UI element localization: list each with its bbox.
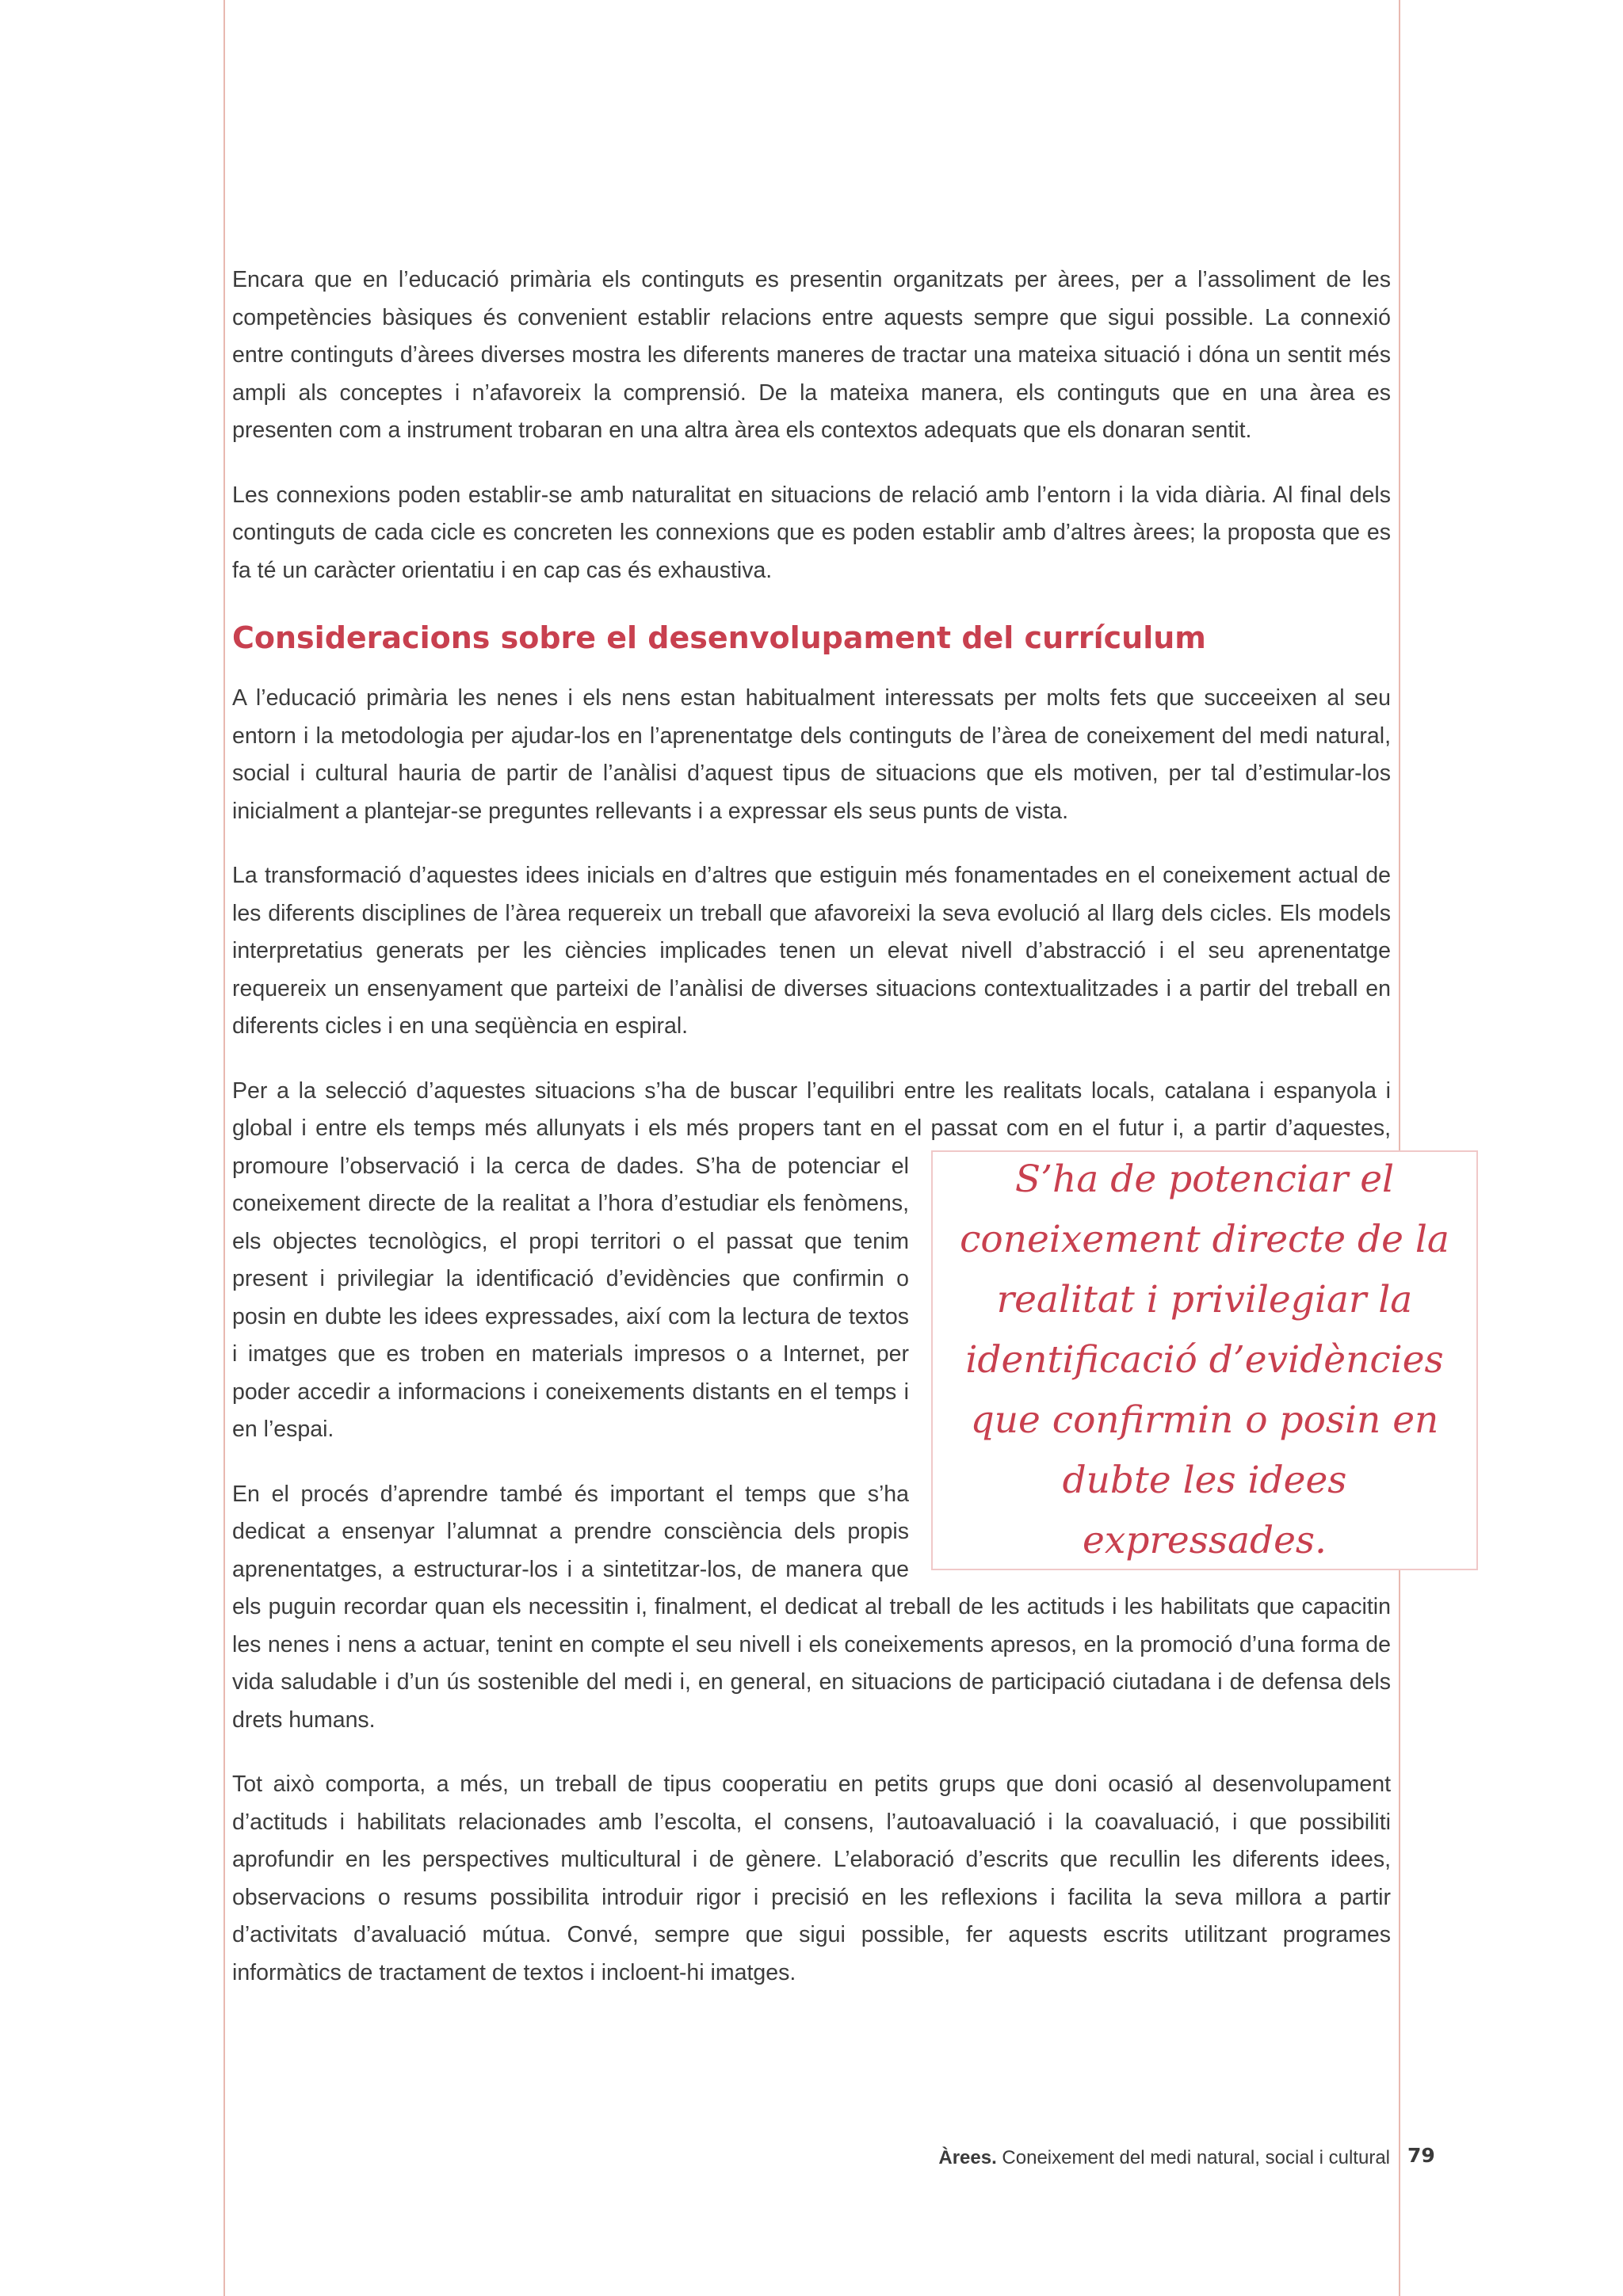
page-content [232, 261, 1449, 2019]
section-paragraph-2: La transformació d’aquestes idees inicials en d’altres que estiguin més fonamentades en el coneixement actual de les diferents disciplines de l’àrea requereix un treball que afavoreixi la seva evolució al llarg dels cicles. Els models interpretatius generats per les ciències implicades tenen un elevat nivell d’abstracció i el seu aprenentatge requereix un ensenyament que parteixi de l’anàlisi de diverses situacions contextualitzades i a partir del treball en diferents cicles i en una seqüència en espiral. [232, 863, 1391, 1039]
right-margin-rule [1399, 0, 1400, 2296]
pull-quote-text: S’ha de potenciar el coneixement directe de la realitat i privilegiar la identificació d’evidències que confirmin o posin en dubte les idees expressades. [960, 1158, 1449, 1562]
page-number: 79 [1407, 2144, 1435, 2167]
section-paragraph-3: Per a la selecció d’aquestes situacions s’ha de buscar l’equilibri entre les realitats locals, catalana i espanyola i global i entre els temps més allunyats i els més propers tant en el passat com en el futur i, a partir d’aquestes, promoure l’observació i la cerca de dades. S’ha de potenciar el coneixement directe de la realitat a l’hora d’estudiar els fenòmens, els objectes tecnològics, el propi territori o el passat que tenim present i privilegiar la identificació d’evidències que confirmin o posin en dubte les idees expressades, així com la lectura de textos i imatges que es troben en materials impresos o a Internet, per poder accedir a informacions i coneixements distants en el temps i en l’espai. [232, 1077, 1391, 1442]
intro-paragraph-1: Encara que en l’educació primària els continguts es presentin organitzats per àrees, per a l’assoliment de les competències bàsiques és convenient establir relacions entre aquests sempre que sigui possible. La connexió entre continguts d’àrees diverses mostra les diferents maneres de tractar una mateixa situació i dóna un sentit més ampli als conceptes i n’afavoreix la comprensió. De la mateixa manera, els continguts que en una àrea es presenten com a instrument trobaran en una altra àrea els contextos adequats que els donaran sentit. [232, 267, 1391, 443]
section-paragraph-5: Tot això comporta, a més, un treball de tipus cooperatiu en petits grups que doni ocasió al desenvolupament d’actituds i habilitats relacionades amb l’escolta, el consens, l’autoavaluació i la coavaluació, i que possibiliti aprofundir en les perspectives multicultural i de gènere. L’elaboració d’escrits que recullin les diferents idees, observacions o resums possibilita introduir rigor i precisió en les reflexions i facilita la seva millora a partir d’activitats d’avaluació mútua. Convé, sempre que sigui possible, fer aquests escrits utilitzant programes informàtics de tractament de textos i incloent-hi imatges. [232, 1772, 1391, 1985]
footer-area-title: Coneixement del medi natural, social i cultural [1002, 2147, 1390, 2168]
pull-quote-box [931, 1150, 1478, 1570]
running-footer [938, 2147, 1390, 2169]
footer-area-label: Àrees. [938, 2147, 997, 2168]
intro-paragraph-2: Les connexions poden establir-se amb naturalitat en situacions de relació amb l’entorn i la vida diària. Al final dels continguts de cada cicle es concreten les connexions que es poden establir amb d’altres àrees; la proposta que es fa té un caràcter orientatiu i en cap cas és exhaustiva. [232, 482, 1391, 583]
section-paragraph-1: A l’educació primària les nenes i els nens estan habitualment interessats per molts fets que succeeixen al seu entorn i la metodologia per ajudar-los en l’aprenentatge dels continguts de l’àrea de coneixement del medi natural, social i cultural hauria de partir de l’anàlisi d’aquest tipus de situacions que els motiven, per tal d’estimular-los inicialment a plantejar-se preguntes rellevants i a expressar els seus punts de vista. [232, 685, 1391, 824]
left-margin-rule [223, 0, 225, 2296]
section-paragraph-4: En el procés d’aprendre també és important el temps que s’ha dedicat a ensenyar l’alumnat a prendre consciència dels propis aprenentatges, a estructurar-los i a sintetitzar-los, de manera que els puguin recordar quan els necessitin i, finalment, el dedicat al treball de les actituds i les habilitats que capacitin les nenes i nens a actuar, tenint en compte el seu nivell i els coneixements apresos, en la promoció d’una forma de vida saludable i d’un ús sostenible del medi i, en general, en situacions de participació ciutadana i de defensa dels drets humans. [232, 1481, 1391, 1733]
section-title: Consideracions sobre el desenvolupament del currículum [232, 620, 1206, 655]
